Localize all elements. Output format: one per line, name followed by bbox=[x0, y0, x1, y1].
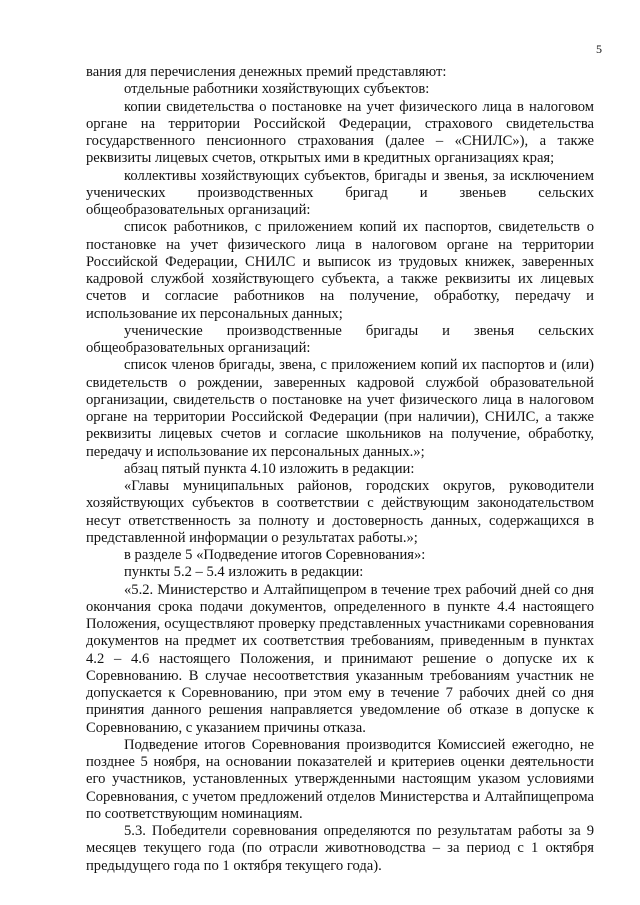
document-body bbox=[86, 64, 594, 875]
paragraph: «Главы муниципальных районов, городских округов, руководители хозяйствующих субъектов в соответствии с действующим законодательством несут ответственность за полноту и достоверность данных, содержащихся в представленной информации о результатах работы.»; bbox=[86, 478, 594, 546]
paragraph: ученические производственные бригады и звенья сельских общеобразовательных организаций: bbox=[86, 322, 594, 356]
paragraph: «5.2. Министерство и Алтайпищепром в течение трех рабочий дней со дня окончания срока подачи документов, определенного в пункте 4.4 настоящего Положения, осуществляют проверку представленных участниками соревнования документов на предмет их соответствия требованиям, приведенным в пунктах 4.2 – 4.6 настоящего Положения, и принимают решение о допуске их к Соревнованию. В случае несоответствия указанным требованиям участник не допускается к Соревнованию, при этом ему в течение 7 рабочих дней со дня принятия данного решения направляется уведомление об отказе в допуске к Соревнованию, с указанием причины отказа. bbox=[86, 581, 594, 736]
paragraph: в разделе 5 «Подведение итогов Соревнования»: bbox=[124, 547, 426, 563]
paragraph: Подведение итогов Соревнования производится Комиссией ежегодно, не позднее 5 ноября, на основании показателей и критериев оценки деятельности его участников, установленных утвержденными настоящим указом условиями Соревнования, с учетом предложений отделов Министерства и Алтайпищепрома по соответствующим номинациям. bbox=[86, 736, 594, 822]
paragraph: список членов бригады, звена, с приложением копий их паспортов и (или) свидетельств о рождении, заверенных кадровой службой образовательной организации, свидетельств о постановке на учет физического лица в налоговом органе на территории Российской Федерации (при наличии), СНИЛС, а также реквизиты лицевых счетов и согласие школьников на получение, обработку, передачу и использование их персональных данных.»; bbox=[86, 357, 594, 460]
paragraph: список работников, с приложением копий их паспортов, свидетельств о постановке на учет физического лица в налоговом органе на территории Российской Федерации, СНИЛС и выписок из трудовых книжек, заверенных кадровой службой хозяйствующего субъекта, а также реквизиты их лицевых счетов и согласие работников на получение, обработку, передачу и использование их персональных данных; bbox=[86, 219, 594, 322]
paragraph: пункты 5.2 – 5.4 изложить в редакции: bbox=[124, 564, 364, 581]
paragraph: копии свидетельства о постановке на учет физического лица в налоговом органе на территории Российской Федерации, страхового свидетельства государственного пенсионного страхования (далее – «СНИЛС»), а также реквизиты лицевых счетов, открытых ими в кредитных организациях края; bbox=[86, 98, 594, 167]
page-number: 5 bbox=[596, 42, 602, 56]
paragraph: абзац пятый пункта 4.10 изложить в редакции: bbox=[124, 460, 415, 477]
paragraph: отдельные работники хозяйствующих субъектов: bbox=[124, 81, 430, 98]
paragraph: коллективы хозяйствующих субъектов, бригады и звенья, за исключением ученических производственных бригад и звеньев сельских общеобразовательных организаций: bbox=[86, 167, 594, 218]
paragraph: вания для перечисления денежных премий представляют: bbox=[86, 64, 447, 80]
paragraph: 5.3. Победители соревнования определяются по результатам работы за 9 месяцев текущего года (по отрасли животноводства – за период с 1 октября предыдущего года по 1 октября текущего года). bbox=[86, 823, 594, 874]
